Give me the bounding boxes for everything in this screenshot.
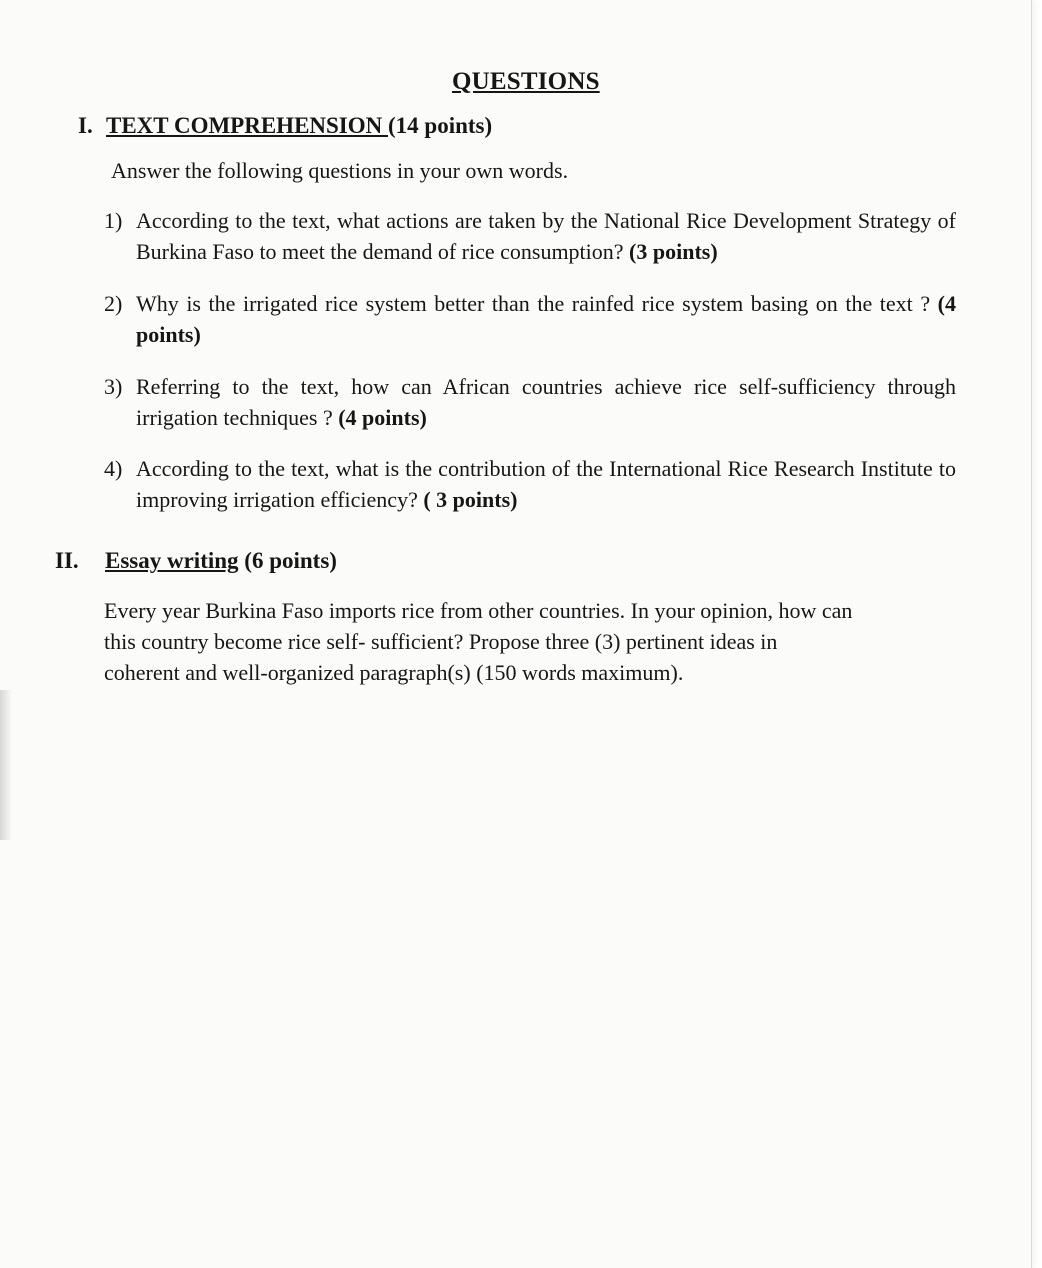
- page-edge-shadow: [0, 690, 12, 840]
- question-2: [104, 288, 956, 350]
- question-text: [136, 453, 956, 515]
- question-number: 2): [104, 291, 123, 316]
- section-1-title: TEXT COMPREHENSION: [106, 113, 389, 138]
- question-body: According to the text, what actions are taken by the National Rice Development Strategy of Burkina Faso to meet the demand of rice consumption?: [136, 208, 956, 264]
- question-text: [136, 371, 956, 433]
- essay-prompt-line: this country become rice self- sufficient? Propose three (3) pertinent ideas in: [104, 629, 778, 654]
- question-number: 4): [104, 456, 123, 481]
- question-points: (3 points): [629, 239, 718, 264]
- question-4: [104, 453, 956, 515]
- essay-prompt-line: coherent and well-organized paragraph(s) (150 words maximum).: [104, 660, 684, 685]
- question-text: [136, 205, 956, 267]
- question-body: Why is the irrigated rice system better than the rainfed rice system basing on the text ?: [136, 291, 938, 316]
- question-points: ( 3 points): [423, 487, 518, 512]
- section-1-instruction: Answer the following questions in your own words.: [111, 158, 569, 183]
- question-1: [104, 205, 956, 267]
- section-2-title: Essay writing: [105, 548, 239, 573]
- section-2-points: (6 points): [238, 548, 337, 573]
- question-number: 1): [104, 208, 123, 233]
- question-body: Referring to the text, how can African countries achieve rice self-sufficiency through irrigation techniques ?: [136, 374, 956, 430]
- page-title: QUESTIONS: [452, 68, 600, 95]
- section-2-heading: [55, 548, 337, 574]
- section-1-heading: [78, 113, 492, 139]
- essay-prompt-line: Every year Burkina Faso imports rice from other countries. In your opinion, how can: [104, 598, 853, 623]
- section-2-number: II.: [55, 548, 79, 573]
- section-1-points: (14 points): [388, 113, 493, 138]
- question-text: [136, 288, 956, 350]
- question-number: 3): [104, 374, 123, 399]
- section-1-number: I.: [78, 113, 93, 138]
- essay-prompt: [104, 595, 944, 688]
- question-body: According to the text, what is the contribution of the International Rice Research Institute to improving irrigation efficiency?: [136, 456, 956, 512]
- question-points: (4 points): [136, 291, 956, 347]
- question-points: (4 points): [338, 405, 427, 430]
- question-3: [104, 371, 956, 433]
